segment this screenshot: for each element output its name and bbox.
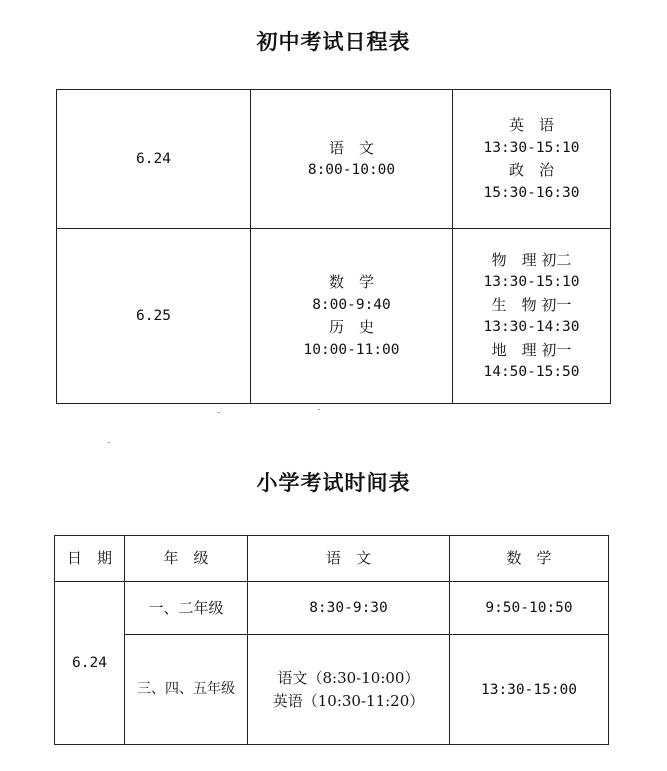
time-range: 13:30-15:10 (483, 274, 580, 290)
time-range: 8:00-10:00 (307, 162, 396, 178)
primary-exam-title: 小学考试时间表 (256, 471, 411, 495)
subject-name: 物 理 初二 (491, 250, 572, 269)
date-cell (55, 582, 125, 745)
time-range: 13:30-15:00 (480, 681, 578, 698)
date-text: 6.25 (136, 308, 171, 325)
scan-speck (318, 409, 320, 410)
grade-cell: 一、二年级 (125, 582, 248, 635)
subject-name: 英 语 (508, 116, 554, 134)
junior-exam-title: 初中考试日程表 (256, 30, 411, 54)
time-range: 13:30-15:10 (483, 139, 580, 156)
table-row (57, 229, 611, 404)
date-cell (57, 90, 251, 229)
afternoon-cell (453, 229, 611, 404)
afternoon-cell (453, 90, 611, 229)
time-range: 8:00-9:40 (312, 296, 391, 313)
subject-name: 地 理 初一 (491, 340, 572, 359)
chinese-cell (248, 635, 450, 745)
subject-name: 生 物 初一 (491, 295, 572, 314)
date-text: 6.24 (72, 655, 107, 672)
math-cell (450, 582, 609, 635)
table-header-row (55, 536, 609, 582)
header-chinese: 语 文 (248, 536, 450, 582)
subject-time: 语文（8:30-10:00） (277, 669, 420, 687)
morning-cell (251, 229, 453, 404)
table-row (55, 635, 609, 745)
time-range: 15:30-16:30 (483, 184, 580, 201)
table-row (57, 90, 611, 229)
header-date: 日 期 (55, 536, 125, 582)
morning-cell (251, 90, 453, 229)
time-range: 13:30-14:30 (483, 319, 580, 335)
scan-speck (108, 442, 110, 443)
time-range: 10:00-11:00 (303, 341, 400, 358)
subject-name: 历 史 (328, 318, 374, 336)
primary-exam-table (54, 535, 609, 745)
date-cell (57, 229, 251, 404)
subject-name: 语 文 (328, 138, 374, 157)
time-range: 9:50-10:50 (485, 600, 573, 617)
time-range: 8:30-9:30 (309, 599, 388, 616)
subject-name: 数 学 (328, 273, 374, 291)
grade-cell: 三、四、五年级 (125, 635, 248, 745)
subject-time: 英语（10:30-11:20） (272, 691, 425, 710)
table-row (55, 582, 609, 635)
header-math: 数 学 (450, 536, 609, 582)
header-grade: 年 级 (125, 536, 248, 582)
subject-name: 政 治 (508, 161, 554, 179)
date-text: 6.24 (136, 151, 171, 168)
math-cell (450, 635, 609, 745)
junior-exam-table (56, 89, 611, 404)
chinese-cell (248, 582, 450, 635)
time-range: 14:50-15:50 (483, 364, 580, 380)
scan-speck (218, 412, 220, 413)
